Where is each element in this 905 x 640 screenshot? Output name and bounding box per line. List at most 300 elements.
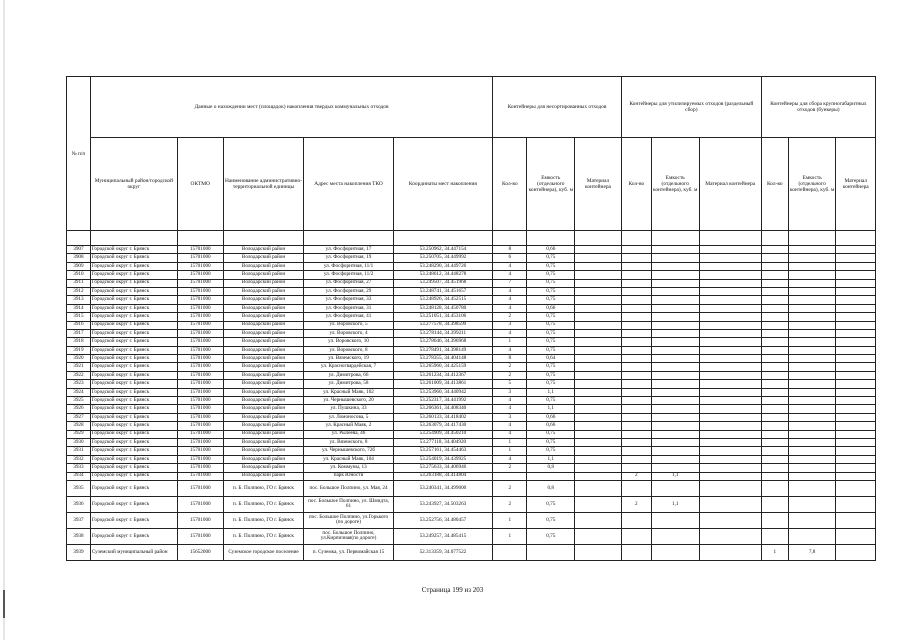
row-material-bulky xyxy=(836,472,876,480)
row-capacity-recycled xyxy=(651,455,699,463)
row-number: 3916 xyxy=(67,321,91,329)
row-district: Городской округ г. Брянск xyxy=(90,296,177,304)
row-number: 3938 xyxy=(67,528,91,544)
row-material-unsorted xyxy=(575,422,622,430)
header-district: Муниципальный район/городской округ xyxy=(90,138,177,231)
row-coords: 53.250705, 34.449992 xyxy=(393,254,493,262)
row-district: Городской округ г. Брянск xyxy=(90,413,177,421)
row-material-recycled xyxy=(699,371,761,379)
row-capacity-recycled xyxy=(651,422,699,430)
row-address: ул. Красногвардейская, 7 xyxy=(304,363,393,371)
row-qty-recycled xyxy=(621,430,651,438)
row-material-bulky xyxy=(836,413,876,421)
row-territory: Володарский район xyxy=(223,422,304,430)
row-capacity-recycled xyxy=(651,246,699,254)
row-qty-recycled xyxy=(621,246,651,254)
row-capacity-bulky xyxy=(788,304,836,312)
row-capacity-bulky: 7,8 xyxy=(788,544,836,560)
row-coords: 53.248128, 34.450780 xyxy=(393,304,493,312)
row-number: 3920 xyxy=(67,355,91,363)
row-qty-bulky xyxy=(761,480,788,496)
row-capacity-recycled xyxy=(651,338,699,346)
row-capacity-bulky xyxy=(788,371,836,379)
row-territory: Володарский район xyxy=(223,464,304,472)
row-qty-recycled xyxy=(621,254,651,262)
row-address: ул. Фосфоритная, 33 xyxy=(304,296,393,304)
row-number: 3936 xyxy=(67,496,91,512)
table-row xyxy=(67,287,876,295)
row-qty-recycled xyxy=(621,380,651,388)
row-territory: Володарский район xyxy=(223,371,304,379)
row-material-unsorted xyxy=(575,455,622,463)
row-address: ул. Фосфоритная, 11/1 xyxy=(304,262,393,270)
table-row xyxy=(67,388,876,396)
row-territory: Володарский район xyxy=(223,355,304,363)
row-oktmo: 15701000 xyxy=(177,447,223,455)
row-territory: Володарский район xyxy=(223,279,304,287)
header-group-unsorted: Контейнеры для несортированных отходов xyxy=(493,77,622,138)
row-district: Городской округ г. Брянск xyxy=(90,388,177,396)
row-capacity-recycled: 1,1 xyxy=(651,496,699,512)
row-qty-recycled xyxy=(621,271,651,279)
row-capacity-recycled xyxy=(651,254,699,262)
row-qty-bulky xyxy=(761,338,788,346)
row-coords: 53.248290, 34.449726 xyxy=(393,262,493,270)
row-capacity-unsorted: 1,1 xyxy=(527,388,575,396)
row-coords: 53.252756, 34.480457 xyxy=(393,512,493,528)
row-capacity-recycled xyxy=(651,313,699,321)
row-capacity-bulky xyxy=(788,262,836,270)
header-group-location: Данные о нахождении мест (площадок) накопления твердых коммунальных отходов xyxy=(90,77,492,138)
row-address: ул. Фосфоритная, 31 xyxy=(304,304,393,312)
row-capacity-recycled xyxy=(651,329,699,337)
row-material-recycled xyxy=(699,447,761,455)
row-territory: Володарский район xyxy=(223,388,304,396)
scan-edge xyxy=(3,0,5,640)
row-territory: Володарский район xyxy=(223,438,304,446)
row-number: 3913 xyxy=(67,296,91,304)
row-material-recycled xyxy=(699,279,761,287)
row-qty-bulky xyxy=(761,455,788,463)
row-number: 3910 xyxy=(67,271,91,279)
row-material-recycled xyxy=(699,512,761,528)
row-coords: 53.248612, 34.448278 xyxy=(393,271,493,279)
table-row xyxy=(67,271,876,279)
row-material-bulky xyxy=(836,544,876,560)
header-address: Адрес места накопления ТКО xyxy=(304,138,393,231)
table-row xyxy=(67,413,876,421)
row-oktmo: 15701000 xyxy=(177,422,223,430)
row-qty-recycled xyxy=(621,371,651,379)
table-row xyxy=(67,279,876,287)
row-material-unsorted xyxy=(575,496,622,512)
row-capacity-bulky xyxy=(788,397,836,405)
row-material-unsorted xyxy=(575,313,622,321)
row-address: парк Юности xyxy=(304,472,393,480)
row-capacity-recycled xyxy=(651,397,699,405)
row-address: пос. Большое Полпино, ул.Кирпичная(по дороге) xyxy=(304,528,393,544)
row-number: 3934 xyxy=(67,472,91,480)
row-qty-recycled xyxy=(621,304,651,312)
row-qty-unsorted: 7 xyxy=(493,279,527,287)
registry-table xyxy=(66,76,876,561)
row-district: Городской округ г. Брянск xyxy=(90,246,177,254)
row-capacity-unsorted: 0,75 xyxy=(527,313,575,321)
row-material-recycled xyxy=(699,287,761,295)
row-material-bulky xyxy=(836,246,876,254)
row-territory: Володарский район xyxy=(223,271,304,279)
row-capacity-recycled xyxy=(651,528,699,544)
row-capacity-bulky xyxy=(788,380,836,388)
row-address: ул. Димитрова, 66 xyxy=(304,371,393,379)
row-material-unsorted xyxy=(575,413,622,421)
row-capacity-unsorted: 0,75 xyxy=(527,447,575,455)
row-qty-unsorted xyxy=(493,472,527,480)
row-capacity-bulky xyxy=(788,254,836,262)
row-qty-recycled xyxy=(621,397,651,405)
row-qty-bulky xyxy=(761,329,788,337)
row-material-unsorted xyxy=(575,329,622,337)
row-qty-unsorted: 4 xyxy=(493,397,527,405)
row-address: ул. Вяземского, 19 xyxy=(304,355,393,363)
row-capacity-unsorted: 0,75 xyxy=(527,380,575,388)
header-material-bulky: Материал контейнера xyxy=(836,138,876,231)
row-district: Городской округ г. Брянск xyxy=(90,321,177,329)
row-oktmo: 15701000 xyxy=(177,464,223,472)
row-material-unsorted xyxy=(575,287,622,295)
row-qty-recycled xyxy=(621,346,651,354)
row-qty-unsorted: 3 xyxy=(493,321,527,329)
row-oktmo: 15701000 xyxy=(177,528,223,544)
row-material-bulky xyxy=(836,397,876,405)
row-capacity-bulky xyxy=(788,296,836,304)
row-qty-unsorted: 6 xyxy=(493,254,527,262)
row-district: Городской округ г. Брянск xyxy=(90,455,177,463)
row-capacity-unsorted: 0,75 xyxy=(527,279,575,287)
row-address: ул. Фосфоритная, 17 xyxy=(304,246,393,254)
header-coords: Координаты мест накопления xyxy=(393,138,493,231)
row-material-recycled xyxy=(699,346,761,354)
header-row-groups xyxy=(67,77,876,138)
table-row xyxy=(67,262,876,270)
row-oktmo: 15701000 xyxy=(177,472,223,480)
row-material-recycled xyxy=(699,405,761,413)
row-address: ул. Фосфоритная, 11/2 xyxy=(304,271,393,279)
row-material-bulky xyxy=(836,338,876,346)
row-qty-unsorted: 1 xyxy=(493,528,527,544)
row-oktmo: 15701000 xyxy=(177,271,223,279)
row-qty-unsorted: 4 xyxy=(493,304,527,312)
row-capacity-unsorted: 0,64 xyxy=(527,355,575,363)
row-qty-recycled xyxy=(621,528,651,544)
row-qty-recycled: 2 xyxy=(621,472,651,480)
scan-mark xyxy=(3,590,5,618)
row-material-bulky xyxy=(836,371,876,379)
row-qty-unsorted: 8 xyxy=(493,355,527,363)
row-material-recycled xyxy=(699,496,761,512)
row-capacity-bulky xyxy=(788,512,836,528)
row-capacity-bulky xyxy=(788,496,836,512)
row-address: ул. Красный Маяк, 2 xyxy=(304,422,393,430)
row-address: ул. Воровского, 10 xyxy=(304,338,393,346)
row-material-unsorted xyxy=(575,371,622,379)
row-qty-unsorted: 2 xyxy=(493,313,527,321)
row-coords: 53.265960, 34.425159 xyxy=(393,363,493,371)
row-coords: 53.251051, 34.453106 xyxy=(393,313,493,321)
row-coords: 53.266361, 34.408340 xyxy=(393,405,493,413)
row-material-bulky xyxy=(836,405,876,413)
row-address: ул. Красный Маяк, 104 xyxy=(304,455,393,463)
row-territory: Володарский район xyxy=(223,287,304,295)
row-oktmo: 15701000 xyxy=(177,512,223,528)
row-capacity-unsorted: 0,75 xyxy=(527,496,575,512)
row-capacity-bulky xyxy=(788,388,836,396)
row-oktmo: 15701000 xyxy=(177,346,223,354)
header-territory: Наименование административно-территориальной единицы xyxy=(223,138,304,231)
row-coords: 53.260133, 34.418402 xyxy=(393,413,493,421)
row-capacity-unsorted: 0,75 xyxy=(527,371,575,379)
row-qty-recycled xyxy=(621,512,651,528)
row-territory: Володарский район xyxy=(223,447,304,455)
row-capacity-unsorted: 0,66 xyxy=(527,413,575,421)
row-material-recycled xyxy=(699,528,761,544)
row-qty-bulky xyxy=(761,279,788,287)
row-coords: 53.263079, 34.417430 xyxy=(393,422,493,430)
row-qty-bulky xyxy=(761,254,788,262)
row-coords: 53.252317, 34.441992 xyxy=(393,397,493,405)
row-material-unsorted xyxy=(575,271,622,279)
row-capacity-recycled xyxy=(651,380,699,388)
row-district: Городской округ г. Брянск xyxy=(90,480,177,496)
row-capacity-recycled xyxy=(651,271,699,279)
row-oktmo: 15701000 xyxy=(177,338,223,346)
table-row xyxy=(67,528,876,544)
table-row xyxy=(67,430,876,438)
row-capacity-bulky xyxy=(788,313,836,321)
row-oktmo: 15701000 xyxy=(177,430,223,438)
row-capacity-recycled xyxy=(651,413,699,421)
row-coords: 53.261234, 34.412367 xyxy=(393,371,493,379)
row-material-unsorted xyxy=(575,405,622,413)
row-material-unsorted xyxy=(575,363,622,371)
row-oktmo: 15652000 xyxy=(177,544,223,560)
row-qty-unsorted: 4 xyxy=(493,262,527,270)
table-row xyxy=(67,405,876,413)
row-number: 3929 xyxy=(67,430,91,438)
row-capacity-unsorted: 0,8 xyxy=(527,480,575,496)
row-qty-recycled xyxy=(621,329,651,337)
row-coords: 53.250962, 34.447154 xyxy=(393,246,493,254)
row-qty-unsorted: 4 xyxy=(493,271,527,279)
row-material-bulky xyxy=(836,363,876,371)
row-oktmo: 15701000 xyxy=(177,405,223,413)
row-qty-bulky xyxy=(761,321,788,329)
table-row xyxy=(67,447,876,455)
row-qty-unsorted: 2 xyxy=(493,371,527,379)
header-qty-unsorted: Кол-во xyxy=(493,138,527,231)
row-number: 3907 xyxy=(67,246,91,254)
header-qty-recycled: Кол-во xyxy=(621,138,651,231)
row-territory: Володарский район xyxy=(223,262,304,270)
row-material-recycled xyxy=(699,455,761,463)
row-qty-unsorted: 4 xyxy=(493,422,527,430)
row-material-recycled xyxy=(699,254,761,262)
row-material-bulky xyxy=(836,496,876,512)
row-oktmo: 15701000 xyxy=(177,279,223,287)
table-row xyxy=(67,464,876,472)
row-territory: Володарский район xyxy=(223,313,304,321)
row-material-recycled xyxy=(699,438,761,446)
row-territory: Володарский район xyxy=(223,321,304,329)
row-capacity-bulky xyxy=(788,271,836,279)
row-qty-recycled xyxy=(621,438,651,446)
row-district: Городской округ г. Брянск xyxy=(90,380,177,388)
row-coords: 53.249507, 34.451968 xyxy=(393,279,493,287)
row-material-recycled xyxy=(699,480,761,496)
row-coords: 53.263188, 34.414804 xyxy=(393,472,493,480)
row-address: ул. Ломоносова, 5 xyxy=(304,413,393,421)
row-material-unsorted xyxy=(575,246,622,254)
row-material-recycled xyxy=(699,271,761,279)
row-qty-recycled xyxy=(621,296,651,304)
row-capacity-bulky xyxy=(788,363,836,371)
row-number: 3926 xyxy=(67,405,91,413)
row-qty-unsorted: 4 xyxy=(493,405,527,413)
row-qty-recycled xyxy=(621,447,651,455)
row-coords: 53.243927, 34.503263 xyxy=(393,496,493,512)
row-qty-bulky xyxy=(761,405,788,413)
row-capacity-recycled xyxy=(651,447,699,455)
row-capacity-bulky xyxy=(788,287,836,295)
row-material-unsorted xyxy=(575,512,622,528)
row-capacity-unsorted: 0,75 xyxy=(527,438,575,446)
row-address: ул. Воровского, 5 xyxy=(304,321,393,329)
row-capacity-bulky xyxy=(788,413,836,421)
row-number: 3925 xyxy=(67,397,91,405)
row-district: Городской округ г. Брянск xyxy=(90,313,177,321)
row-qty-bulky xyxy=(761,413,788,421)
row-oktmo: 15701000 xyxy=(177,355,223,363)
table-row xyxy=(67,380,876,388)
row-capacity-recycled xyxy=(651,480,699,496)
row-district: Городской округ г. Брянск xyxy=(90,496,177,512)
table-row xyxy=(67,321,876,329)
row-qty-unsorted: 1 xyxy=(493,512,527,528)
row-capacity-bulky xyxy=(788,422,836,430)
row-capacity-recycled xyxy=(651,279,699,287)
row-oktmo: 15701000 xyxy=(177,296,223,304)
row-capacity-unsorted xyxy=(527,544,575,560)
row-material-unsorted xyxy=(575,544,622,560)
row-qty-recycled xyxy=(621,388,651,396)
row-material-bulky xyxy=(836,321,876,329)
table-row xyxy=(67,544,876,560)
row-oktmo: 15701000 xyxy=(177,287,223,295)
row-capacity-bulky xyxy=(788,405,836,413)
row-qty-recycled xyxy=(621,413,651,421)
row-material-bulky xyxy=(836,430,876,438)
table-row xyxy=(67,512,876,528)
row-qty-bulky xyxy=(761,313,788,321)
row-address: ул. Рылеева, 46 xyxy=(304,430,393,438)
row-material-bulky xyxy=(836,329,876,337)
row-capacity-bulky xyxy=(788,455,836,463)
row-material-recycled xyxy=(699,397,761,405)
row-coords: 53.261009, 34.413861 xyxy=(393,380,493,388)
row-coords: 53.254909, 34.450210 xyxy=(393,430,493,438)
row-capacity-recycled xyxy=(651,438,699,446)
row-qty-bulky xyxy=(761,355,788,363)
row-qty-bulky xyxy=(761,447,788,455)
row-capacity-recycled xyxy=(651,304,699,312)
row-capacity-unsorted: 0,75 xyxy=(527,262,575,270)
row-territory: Володарский район xyxy=(223,363,304,371)
row-qty-unsorted: 2 xyxy=(493,480,527,496)
row-district: Городской округ г. Брянск xyxy=(90,363,177,371)
row-material-bulky xyxy=(836,380,876,388)
table-row xyxy=(67,496,876,512)
row-number: 3927 xyxy=(67,413,91,421)
header-material-recycled: Материал контейнера xyxy=(699,138,761,231)
row-territory: п. Б. Полпино, ГО г. Брянск xyxy=(223,512,304,528)
row-material-bulky xyxy=(836,271,876,279)
row-coords: 53.257161, 34.454463 xyxy=(393,447,493,455)
row-material-recycled xyxy=(699,355,761,363)
row-qty-bulky xyxy=(761,464,788,472)
row-qty-unsorted: 2 xyxy=(493,363,527,371)
row-qty-recycled xyxy=(621,464,651,472)
row-material-recycled xyxy=(699,363,761,371)
row-capacity-recycled xyxy=(651,464,699,472)
row-qty-recycled xyxy=(621,279,651,287)
row-capacity-bulky xyxy=(788,472,836,480)
row-oktmo: 15701000 xyxy=(177,262,223,270)
row-coords: 53.278646, 34.396968 xyxy=(393,338,493,346)
row-material-bulky xyxy=(836,455,876,463)
row-qty-unsorted: 4 xyxy=(493,329,527,337)
row-material-unsorted xyxy=(575,254,622,262)
row-capacity-unsorted: 1,1 xyxy=(527,405,575,413)
row-qty-bulky xyxy=(761,371,788,379)
header-capacity-recycled: Емкость (отдельного контейнера), куб. м xyxy=(651,138,699,231)
row-capacity-bulky xyxy=(788,480,836,496)
row-number: 3921 xyxy=(67,363,91,371)
row-capacity-unsorted: 0,66 xyxy=(527,422,575,430)
row-capacity-unsorted: 0,75 xyxy=(527,254,575,262)
row-oktmo: 15701000 xyxy=(177,380,223,388)
header-row-columns xyxy=(67,138,876,231)
row-territory: Володарский район xyxy=(223,329,304,337)
row-qty-bulky xyxy=(761,304,788,312)
row-qty-unsorted xyxy=(493,544,527,560)
table-row xyxy=(67,338,876,346)
row-coords: 53.278355, 34.404148 xyxy=(393,355,493,363)
row-territory: Володарский район xyxy=(223,246,304,254)
table-row xyxy=(67,296,876,304)
row-coords: 53.278491, 34.398149 xyxy=(393,346,493,354)
row-address: ул. Димитрова, 58 xyxy=(304,380,393,388)
row-qty-bulky xyxy=(761,430,788,438)
row-oktmo: 15701000 xyxy=(177,455,223,463)
row-material-unsorted xyxy=(575,346,622,354)
header-capacity-unsorted: Емкость (отдельного контейнера), куб. м xyxy=(527,138,575,231)
row-capacity-recycled xyxy=(651,544,699,560)
row-address: ул. Фосфоритная, 41 xyxy=(304,313,393,321)
row-coords: 52.313359, 34.077522 xyxy=(393,544,493,560)
row-material-recycled xyxy=(699,296,761,304)
row-material-unsorted xyxy=(575,464,622,472)
row-district: Суземский муниципальный район xyxy=(90,544,177,560)
